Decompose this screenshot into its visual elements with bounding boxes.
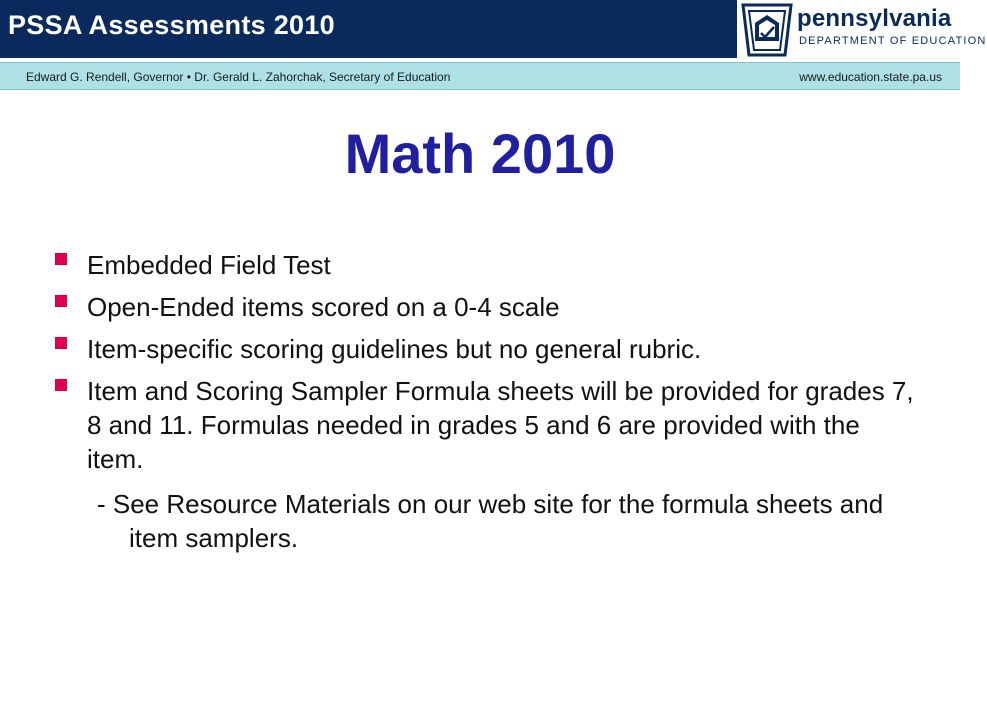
bullet-item (55, 290, 915, 324)
square-bullet-icon (55, 337, 67, 349)
resource-note: - See Resource Materials on our web site for the formula sheets and item samplers. (97, 489, 884, 553)
pa-education-logo (737, 0, 987, 62)
website-link[interactable]: www.education.state.pa.us (799, 70, 942, 84)
slide-title: Math 2010 (344, 122, 616, 185)
square-bullet-icon (55, 253, 67, 265)
bullet-text: Embedded Field Test (87, 250, 331, 280)
square-bullet-icon (55, 379, 67, 391)
officials-text: Edward G. Rendell, Governor • Dr. Gerald L. Zahorchak, Secretary of Education (26, 70, 451, 84)
keystone-icon (741, 3, 793, 57)
bullet-text: Open-Ended items scored on a 0-4 scale (87, 292, 560, 322)
bullet-text: Item-specific scoring guidelines but no general rubric. (87, 334, 702, 364)
bullet-list (55, 248, 915, 484)
header-bar (0, 0, 737, 58)
bullet-text: Item and Scoring Sampler Formula sheets will be provided for grades 7, 8 and 11. Formulas needed in grades 5 and 6 are provided with the item. (87, 376, 914, 474)
header-title: PSSA Assessments 2010 (8, 10, 335, 40)
square-bullet-icon (55, 295, 67, 307)
bullet-item (55, 248, 915, 282)
bullet-item (55, 332, 915, 366)
logo-wordmark: pennsylvania (797, 5, 952, 32)
bullet-item (55, 374, 915, 476)
officials-bar (0, 62, 960, 90)
logo-tagline: DEPARTMENT OF EDUCATION (799, 35, 987, 47)
